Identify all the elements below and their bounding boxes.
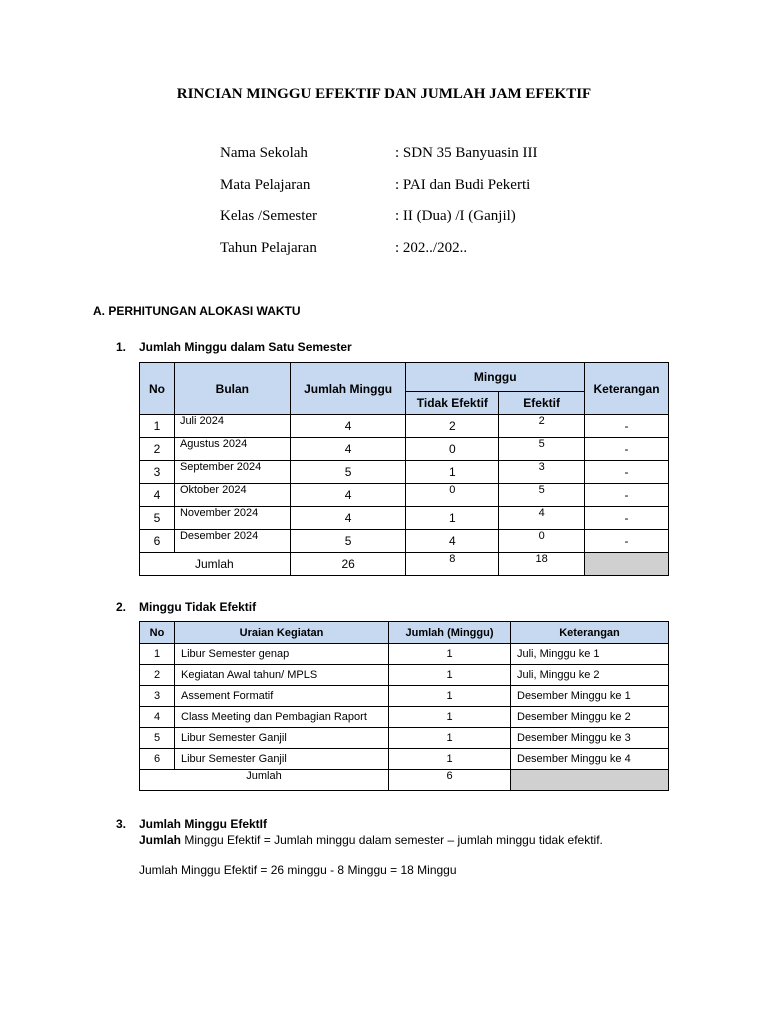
subheading-1 bbox=[116, 340, 352, 354]
table-row bbox=[140, 507, 669, 530]
cell-keterangan: Desember Minggu ke 3 bbox=[511, 728, 669, 749]
info-label: Kelas /Semester bbox=[220, 208, 318, 224]
formula-text: Minggu Efektif = Jumlah minggu dalam semester – jumlah minggu tidak efektif. bbox=[181, 833, 603, 847]
cell-efektif: 5 bbox=[499, 438, 585, 461]
subheading-number: 1. bbox=[116, 340, 127, 354]
header-uraian: Uraian Kegiatan bbox=[175, 622, 389, 644]
cell-jumlah: 1 bbox=[389, 728, 511, 749]
subheading-3 bbox=[116, 817, 267, 831]
cell-keterangan: - bbox=[585, 438, 669, 461]
cell-no: 4 bbox=[140, 707, 175, 728]
cell-keterangan: Juli, Minggu ke 1 bbox=[511, 644, 669, 665]
effective-weeks-table bbox=[139, 362, 669, 576]
table-row bbox=[140, 686, 669, 707]
cell-jumlah: 4 bbox=[290, 415, 406, 438]
cell-keterangan: Desember Minggu ke 2 bbox=[511, 707, 669, 728]
document-title: RINCIAN MINGGU EFEKTIF DAN JUMLAH JAM EFEKTIF bbox=[176, 86, 592, 102]
info-value: : II (Dua) /I (Ganjil) bbox=[395, 208, 516, 224]
cell-keterangan: - bbox=[585, 507, 669, 530]
cell-uraian: Assement Formatif bbox=[175, 686, 389, 707]
total-keterangan-empty bbox=[511, 770, 669, 791]
table-row bbox=[140, 728, 669, 749]
table-total-row bbox=[140, 553, 669, 576]
total-tidak-efektif: 8 bbox=[406, 553, 499, 576]
cell-jumlah: 1 bbox=[389, 665, 511, 686]
cell-bulan: Agustus 2024 bbox=[174, 438, 290, 461]
cell-bulan: Juli 2024 bbox=[174, 415, 290, 438]
cell-efektif: 0 bbox=[499, 530, 585, 553]
cell-jumlah: 1 bbox=[389, 749, 511, 770]
cell-no: 5 bbox=[140, 507, 175, 530]
cell-tidak-efektif: 2 bbox=[406, 415, 499, 438]
table-total-row bbox=[140, 770, 669, 791]
table-header-row bbox=[140, 363, 669, 392]
cell-uraian: Libur Semester Ganjil bbox=[175, 749, 389, 770]
cell-efektif: 3 bbox=[499, 461, 585, 484]
table-header-row bbox=[140, 622, 669, 644]
subheading-number: 3. bbox=[116, 817, 127, 831]
info-label: Mata Pelajaran bbox=[220, 176, 311, 193]
cell-efektif: 2 bbox=[499, 415, 585, 438]
cell-jumlah: 4 bbox=[290, 507, 406, 530]
total-keterangan-empty bbox=[585, 553, 669, 576]
cell-tidak-efektif: 0 bbox=[406, 438, 499, 461]
cell-jumlah: 4 bbox=[290, 484, 406, 507]
cell-keterangan: - bbox=[585, 415, 669, 438]
table-row bbox=[140, 461, 669, 484]
cell-no: 6 bbox=[140, 530, 175, 553]
cell-tidak-efektif: 0 bbox=[406, 484, 499, 507]
subheading-text: Jumlah Minggu dalam Satu Semester bbox=[139, 340, 352, 354]
cell-no: 3 bbox=[140, 686, 175, 707]
header-keterangan: Keterangan bbox=[511, 622, 669, 644]
header-tidak-efektif: Tidak Efektif bbox=[406, 391, 499, 414]
table-row bbox=[140, 749, 669, 770]
info-label: Tahun Pelajaran bbox=[220, 239, 317, 256]
cell-no: 6 bbox=[140, 749, 175, 770]
subheading-2 bbox=[116, 600, 256, 614]
formula-bold-word: Jumlah bbox=[139, 833, 182, 847]
cell-keterangan: - bbox=[585, 461, 669, 484]
cell-keterangan: Juli, Minggu ke 2 bbox=[511, 665, 669, 686]
calculation-line: Jumlah Minggu Efektif = 26 minggu - 8 Minggu = 18 Minggu bbox=[139, 863, 457, 877]
table-row bbox=[140, 707, 669, 728]
info-label: Nama Sekolah bbox=[220, 145, 308, 161]
header-bulan: Bulan bbox=[174, 363, 290, 415]
table-row bbox=[140, 415, 669, 438]
subheading-text: Minggu Tidak Efektif bbox=[139, 600, 257, 614]
header-no: No bbox=[140, 363, 175, 415]
cell-keterangan: Desember Minggu ke 4 bbox=[511, 749, 669, 770]
cell-uraian: Libur Semester genap bbox=[175, 644, 389, 665]
cell-no: 3 bbox=[140, 461, 175, 484]
cell-no: 2 bbox=[140, 438, 175, 461]
total-efektif: 18 bbox=[499, 553, 585, 576]
cell-no: 5 bbox=[140, 728, 175, 749]
cell-bulan: Desember 2024 bbox=[174, 530, 290, 553]
table-row bbox=[140, 484, 669, 507]
header-jumlah: Jumlah (Minggu) bbox=[389, 622, 511, 644]
cell-jumlah: 5 bbox=[290, 461, 406, 484]
cell-no: 1 bbox=[140, 415, 175, 438]
info-value: : PAI dan Budi Pekerti bbox=[395, 176, 531, 193]
cell-uraian: Kegiatan Awal tahun/ MPLS bbox=[175, 665, 389, 686]
cell-efektif: 5 bbox=[499, 484, 585, 507]
formula-line bbox=[139, 833, 603, 847]
table-row bbox=[140, 644, 669, 665]
cell-jumlah: 4 bbox=[290, 438, 406, 461]
cell-bulan: November 2024 bbox=[174, 507, 290, 530]
table-row bbox=[140, 665, 669, 686]
subheading-number: 2. bbox=[116, 600, 127, 614]
non-effective-weeks-table bbox=[139, 621, 669, 791]
cell-tidak-efektif: 4 bbox=[406, 530, 499, 553]
table-row bbox=[140, 438, 669, 461]
cell-keterangan: Desember Minggu ke 1 bbox=[511, 686, 669, 707]
table-row bbox=[140, 530, 669, 553]
cell-jumlah: 1 bbox=[389, 686, 511, 707]
cell-no: 2 bbox=[140, 665, 175, 686]
cell-jumlah: 1 bbox=[389, 707, 511, 728]
cell-no: 1 bbox=[140, 644, 175, 665]
info-value: : SDN 35 Banyuasin III bbox=[395, 145, 538, 161]
header-efektif: Efektif bbox=[499, 391, 585, 414]
header-jumlah-minggu: Jumlah Minggu bbox=[290, 363, 406, 415]
header-minggu: Minggu bbox=[406, 363, 585, 392]
cell-uraian: Libur Semester Ganjil bbox=[175, 728, 389, 749]
cell-keterangan: - bbox=[585, 530, 669, 553]
total-jumlah: 6 bbox=[389, 770, 511, 791]
header-keterangan: Keterangan bbox=[585, 363, 669, 415]
cell-no: 4 bbox=[140, 484, 175, 507]
section-a-heading: A. PERHITUNGAN ALOKASI WAKTU bbox=[93, 304, 301, 318]
subheading-text: Jumlah Minggu EfektIf bbox=[139, 817, 268, 831]
cell-jumlah: 5 bbox=[290, 530, 406, 553]
cell-uraian: Class Meeting dan Pembagian Raport bbox=[175, 707, 389, 728]
total-jumlah: 26 bbox=[290, 553, 406, 576]
cell-jumlah: 1 bbox=[389, 644, 511, 665]
cell-tidak-efektif: 1 bbox=[406, 461, 499, 484]
cell-keterangan: - bbox=[585, 484, 669, 507]
info-value: : 202../202.. bbox=[395, 239, 468, 256]
cell-tidak-efektif: 1 bbox=[406, 507, 499, 530]
total-label: Jumlah bbox=[140, 553, 291, 576]
total-label: Jumlah bbox=[140, 770, 389, 791]
cell-bulan: Oktober 2024 bbox=[174, 484, 290, 507]
cell-efektif: 4 bbox=[499, 507, 585, 530]
cell-bulan: September 2024 bbox=[174, 461, 290, 484]
header-no: No bbox=[140, 622, 175, 644]
